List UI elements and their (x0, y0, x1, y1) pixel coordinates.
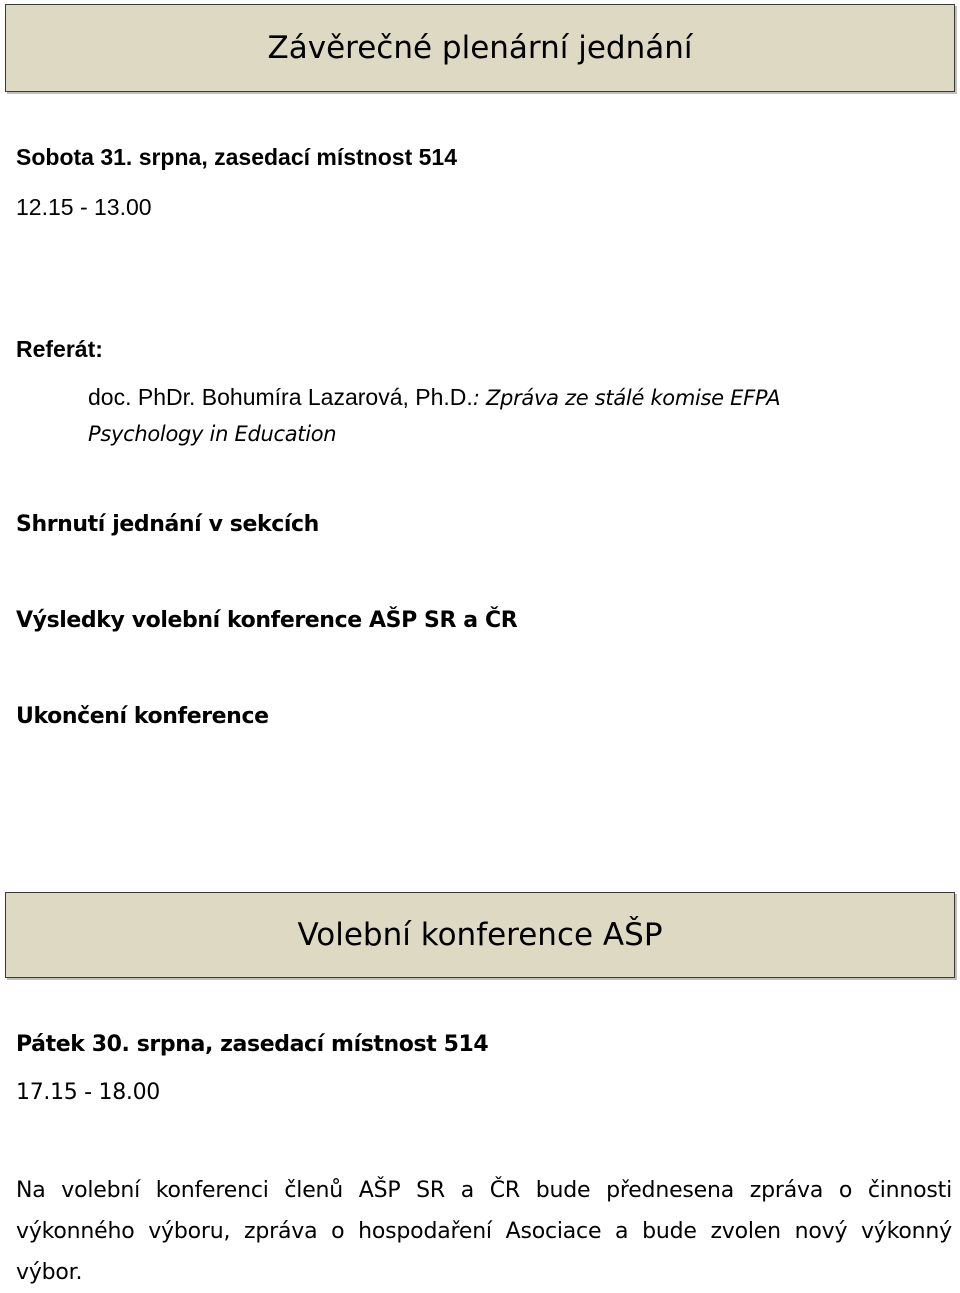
referat-entry (88, 380, 868, 452)
heading-text: Volební konference AŠP (297, 917, 663, 953)
talk-title: : Zpráva ze stálé komise EFPA Psychology in Education (88, 386, 781, 446)
session-date-place: Sobota 31. srpna, zasedací místnost 514 (16, 144, 457, 170)
heading-text: Závěrečné plenární jednání (267, 30, 693, 66)
session-date-place: Pátek 30. srpna, zasedací místnost 514 (16, 1032, 489, 1057)
referat-label: Referát: (16, 336, 103, 362)
session-time: 17.15 - 18.00 (16, 1080, 160, 1105)
agenda-item-summary: Shrnutí jednání v sekcích (16, 512, 319, 537)
session-time: 12.15 - 13.00 (16, 194, 152, 220)
election-description: Na volební konferenci členů AŠP SR a ČR bude přednesena zpráva o činnosti výkonného výboru, zpráva o hospodaření Asociace a bude zvolen nový výkonný výbor. (16, 1178, 952, 1285)
section-heading-election (5, 892, 955, 978)
speaker-name: doc. PhDr. Bohumíra Lazarová, Ph.D. (88, 384, 473, 410)
agenda-item-election-results: Výsledky volební konference AŠP SR a ČR (16, 608, 518, 633)
agenda-item-closing: Ukončení konference (16, 704, 269, 729)
section-heading-plenary (5, 4, 955, 92)
